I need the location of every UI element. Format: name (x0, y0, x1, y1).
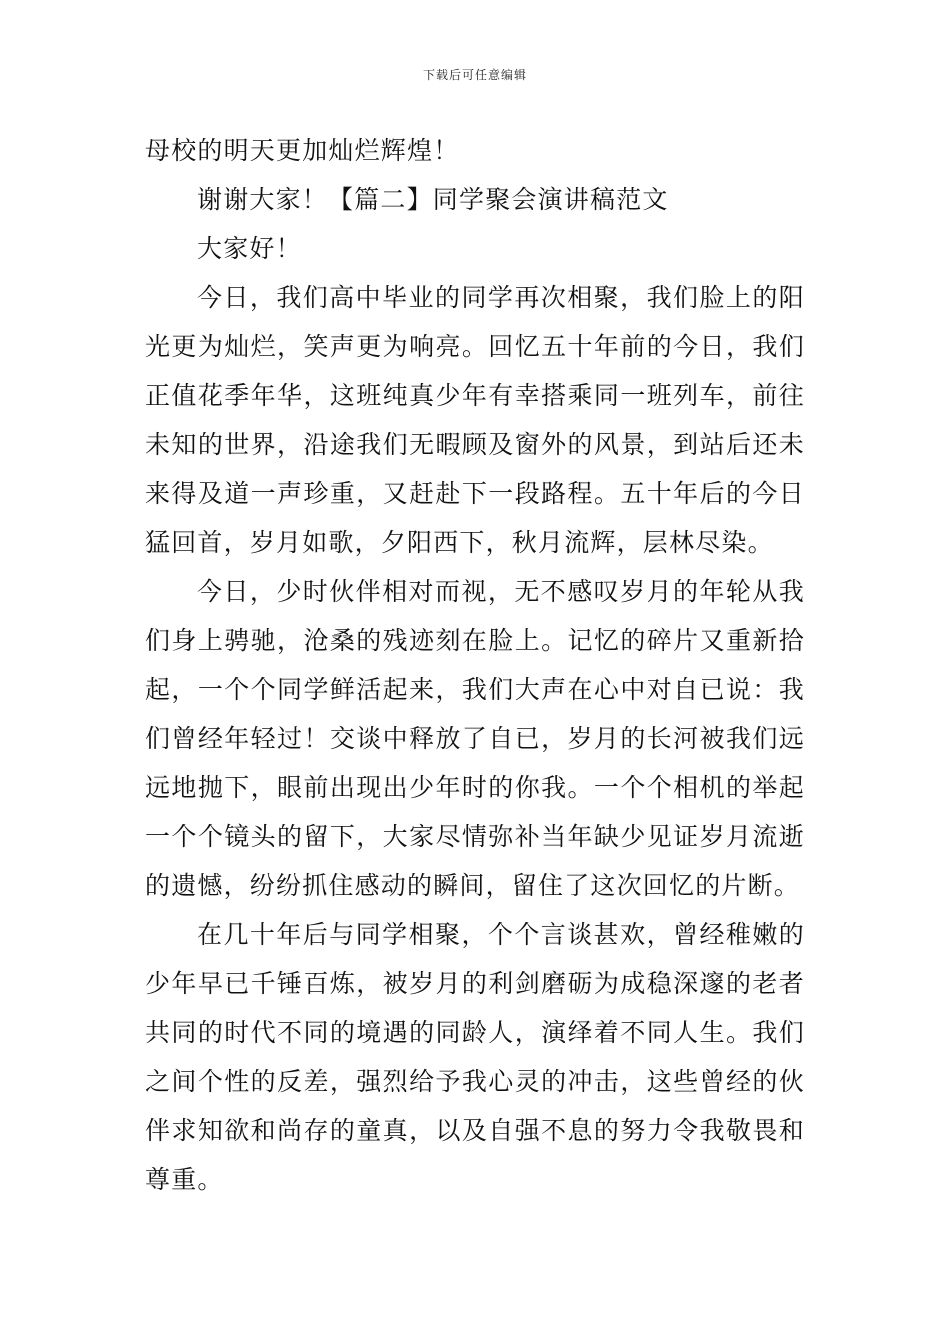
paragraph-greeting: 大家好！ (197, 234, 302, 263)
paragraph-memories: 今日，少时伙伴相对而视，无不感叹岁月的年轮从我们身上骋驰，沧桑的残迹刻在脸上。记忆的碎片又重新拾起，一个个同学鲜活起来，我们大声在心中对自已说：我们曾经年轻过！交谈中释放了自已，岁月的长河被我们远远地抛下，眼前出现出少年时的你我。一个个相机的举起一个个镜头的留下，大家尽情弥补当年缺少见证岁月流逝的遗憾，纷纷抓住感动的瞬间，留住了这次回忆的片断。 (145, 577, 805, 900)
paragraph-thanks-and-title: 谢谢大家！【篇二】同学聚会演讲稿范文 (197, 185, 669, 214)
header-note: 下载后可任意编辑 (422, 68, 527, 82)
paragraph-closing-line: 母校的明天更加灿烂辉煌！ (145, 136, 460, 165)
paragraph-reflection: 在几十年后与同学相聚，个个言谈甚欢，曾经稚嫩的少年早已千锤百炼，被岁月的利剑磨砺为成稳深邃的老者共同的时代不同的境遇的同龄人，演绎着不同人生。我们之间个性的反差，强烈给予我心灵的冲击，这些曾经的伙伴求知欲和尚存的童真，以及自强不息的努力令我敬畏和尊重。 (145, 920, 805, 1194)
document-body (145, 126, 805, 1204)
paragraph-reunion: 今日，我们高中毕业的同学再次相聚，我们脸上的阳光更为灿烂，笑声更为响亮。回忆五十年前的今日，我们正值花季年华，这班纯真少年有幸搭乘同一班列车，前往未知的世界，沿途我们无暇顾及窗外的风景，到站后还未来得及道一声珍重，又赶赴下一段路程。五十年后的今日猛回首，岁月如歌，夕阳西下，秋月流辉，层林尽染。 (145, 283, 805, 557)
